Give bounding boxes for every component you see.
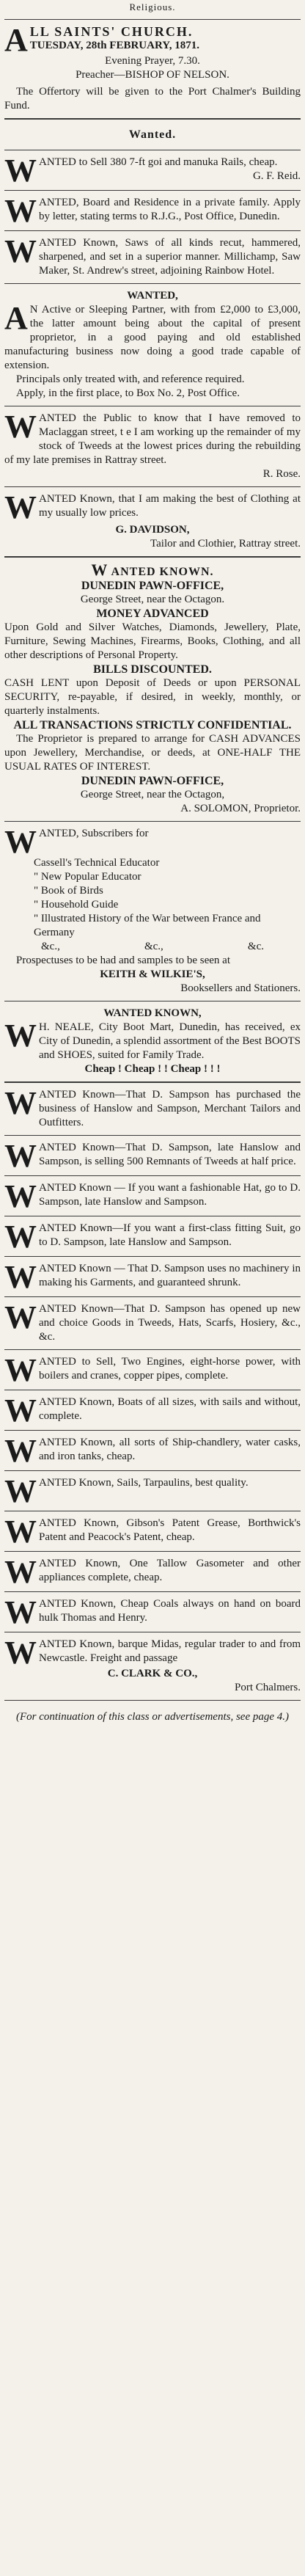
neale-body: H. NEALE, City Boot Mart, Dunedin, has received, ex City of Dunedin, a splendid assortment of the Best BOOTS and SHOES, suited for Family Trade. [39, 1021, 301, 1061]
ad-pawn-office [4, 563, 301, 816]
church-notice [4, 25, 301, 113]
divider [4, 1349, 301, 1350]
pawn-address: George Street, near the Octagon. [80, 594, 225, 605]
religious-header: Religious. [129, 1, 176, 12]
church-date: TUESDAY, 28th FEBRUARY, 1871. [29, 40, 199, 51]
ad-sampson-4 [4, 1222, 301, 1251]
educator-item: " Book of Birds [34, 885, 103, 897]
divider [4, 1175, 301, 1176]
ad-text: ANTED Known—That D. Sampson has purchased the business of Hanslow and Sampson, Merchant Tailors and Outfitters. [39, 1089, 301, 1128]
dropcap: W [4, 196, 37, 225]
ad-text: ANTED Known — That D. Sampson uses no machinery in making his Garments, and guaranteed shrunk. [39, 1263, 301, 1288]
church-offertory: The Offertory will be given to the Port Chalmer's Building Fund. [4, 86, 301, 112]
dropcap: W [4, 1088, 37, 1121]
divider [4, 486, 301, 487]
ad-sampson-1 [4, 1088, 301, 1130]
ad-coals [4, 1597, 301, 1627]
educator-seller: KEITH & WILKIE'S, [100, 968, 205, 980]
dropcap: W [4, 236, 37, 269]
dropcap: W [4, 1638, 37, 1671]
educator-etc [4, 940, 301, 954]
divider [4, 190, 301, 191]
divider [4, 1256, 301, 1257]
dropcap-a: A [4, 300, 28, 336]
wanted-header: Wanted. [128, 128, 177, 141]
ad-text: ANTED Known, One Tallow Gasometer and other appliances complete, cheap. [39, 1558, 301, 1583]
ad-text: ANTED, Board and Residence in a private family. Apply by letter, stating terms to R.J.G., Post Office, Dunedin. [39, 197, 301, 222]
divider [4, 1551, 301, 1552]
ad-text: ANTED Known, Gibson's Patent Grease, Borthwick's Patent and Peacock's Patent, cheap. [39, 1517, 301, 1543]
davidson-trade: Tailor and Clothier, Rattray street. [150, 538, 301, 550]
dropcap: W [4, 156, 37, 185]
continuation-note: (For continuation of this class or advertisements, see page 4.) [15, 1711, 290, 1723]
ad-sails [4, 1476, 301, 1506]
divider [4, 1430, 301, 1431]
pawn-title [4, 563, 301, 579]
ad-text: ANTED to Sell 380 7-ft goi and manuka Rails, cheap. [39, 156, 278, 168]
divider [4, 118, 301, 120]
pawn-money-text: Upon Gold and Silver Watches, Diamonds, Jewellery, Plate, Furniture, Sewing Machines, Firearms, Books, Clothing, and all other descriptions of Personal Property. [4, 621, 301, 661]
partner-principals: Principals only treated with, and reference required. [16, 373, 245, 385]
educator-lead: ANTED, Subscribers for [39, 828, 149, 839]
divider [4, 1081, 301, 1083]
dropcap: W [4, 1181, 37, 1211]
pawn-money: MONEY ADVANCED [96, 607, 209, 620]
davidson-name: G. DAVIDSON, [115, 524, 190, 536]
dropcap-a: A [4, 25, 28, 58]
dropcap: W [4, 1302, 37, 1335]
clark-name: C. CLARK & CO., [107, 1668, 198, 1679]
ad-gasometer [4, 1557, 301, 1586]
ad-grease [4, 1517, 301, 1546]
ad-text: ANTED Known, barque Midas, regular trader to and from Newcastle. Freight and passage [39, 1638, 301, 1664]
divider [4, 1135, 301, 1136]
ad-text: ANTED Known, all sorts of Ship-chandlery, water casks, and iron tanks, cheap. [39, 1437, 301, 1462]
dropcap: W [4, 1018, 37, 1054]
dropcap: W [4, 1262, 37, 1291]
ad-chandlery [4, 1436, 301, 1465]
ad-sampson-3 [4, 1181, 301, 1211]
pawn-proprietor: The Proprietor is prepared to arrange for CASH ADVANCES upon Jewellery, Merchandise, or deeds, at ONE-HALF THE USUAL RATES OF INTEREST. [4, 733, 301, 773]
pawn-transactions: ALL TRANSACTIONS STRICTLY CONFIDENTIAL. [13, 719, 292, 731]
educator-item: " Illustrated History of the War between France and Germany [34, 913, 261, 938]
etc: &c. [247, 941, 264, 952]
educator-item: " New Popular Educator [34, 871, 142, 883]
ad-midas [4, 1638, 301, 1695]
ad-sampson-5 [4, 1262, 301, 1291]
pawn-office-2: DUNEDIN PAWN-OFFICE, [81, 775, 224, 787]
divider [4, 821, 301, 822]
ad-text: ANTED to Sell, Two Engines, eight-horse power, with boilers and cranes, copper pipes, complete. [39, 1356, 301, 1382]
educator-item: " Household Guide [34, 899, 119, 911]
dropcap: W [91, 563, 109, 579]
divider [4, 1470, 301, 1471]
ad-text: ANTED Known—That D. Sampson has opened up new and choice Goods in Tweeds, Hats, Scarfs, Hosiery, &c., &c. [39, 1303, 301, 1343]
ad-engines [4, 1355, 301, 1384]
dropcap: W [4, 1436, 37, 1465]
ad-text: ANTED Known—That D. Sampson, late Hanslow and Sampson, is selling 500 Remnants of Tweeds at half price. [39, 1142, 301, 1167]
ad-neale [4, 1007, 301, 1076]
ad-text: ANTED Known, Cheap Coals always on hand on board hulk Thomas and Henry. [39, 1598, 301, 1624]
pawn-bills: BILLS DISCOUNTED. [93, 663, 212, 676]
dropcap: W [4, 1557, 37, 1586]
church-title: LL SAINTS' CHURCH. [29, 25, 194, 39]
pawn-cash: CASH LENT upon Deposit of Deeds or upon PERSONAL SECURITY, re-payable, if desired, in weekly, monthly, or quarterly instalments. [4, 677, 301, 717]
ad-signature: R. Rose. [262, 468, 301, 480]
ad-text: ANTED the Public to know that I have removed to Maclaggan street, t e I am working up the remainder of my stock of Tweeds at the lowest prices during the rebuilding of my late premises in Rattray street. [4, 412, 301, 466]
ad-text: ANTED Known—If you want a first-class fitting Suit, go to D. Sampson, late Hanslow and Sampson. [39, 1222, 301, 1248]
ad-sampson-2 [4, 1141, 301, 1170]
dropcap: W [4, 1141, 37, 1170]
ad-text: ANTED Known, that I am making the best of Clothing at my usually low prices. [39, 493, 301, 519]
ad-rose [4, 412, 301, 481]
ad-text: ANTED Known, Saws of all kinds recut, hammered, sharpened, and set in a superior manner. Millichamp, Saw Maker, St. Andrew's street, adjoining Rainbow Hotel. [39, 237, 301, 277]
divider [4, 1296, 301, 1297]
church-evening: Evening Prayer, 7.30. [105, 55, 200, 67]
divider [4, 556, 301, 558]
etc: &c., [144, 941, 163, 952]
dropcap: W [4, 1597, 37, 1627]
ad-partner [4, 289, 301, 401]
divider [4, 19, 301, 20]
ad-boats [4, 1395, 301, 1425]
ad-text: ANTED Known, Sails, Tarpaulins, best quality. [39, 1477, 249, 1489]
ad-text: ANTED Known, Boats of all sizes, with sails and without, complete. [39, 1396, 301, 1422]
divider [4, 230, 301, 231]
educator-prospectuses: Prospectuses to be had and samples to be seen at [16, 955, 231, 966]
clark-place: Port Chalmers. [235, 1682, 301, 1693]
dropcap: W [4, 1395, 37, 1425]
dropcap: W [4, 1476, 37, 1506]
dropcap: W [4, 1517, 37, 1546]
dropcap: W [4, 492, 37, 525]
ad-educator [4, 827, 301, 996]
dropcap: W [4, 1355, 37, 1384]
church-preacher: Preacher—BISHOP OF NELSON. [76, 69, 229, 81]
pawn-address-2: George Street, near the Octagon, [80, 789, 225, 800]
etc: &c., [41, 941, 60, 952]
partner-heading: WANTED, [127, 290, 178, 302]
ad-davidson [4, 492, 301, 551]
newspaper-page [4, 0, 301, 1729]
ad-sampson-6 [4, 1302, 301, 1344]
divider [4, 283, 301, 284]
educator-item: Cassell's Technical Educator [34, 857, 160, 869]
dropcap: W [4, 412, 37, 445]
educator-seller-trade: Booksellers and Stationers. [180, 982, 301, 994]
divider [4, 1700, 301, 1701]
ad-text: ANTED Known — If you want a fashionable Hat, go to D. Sampson, late Hanslow and Sampson. [39, 1182, 301, 1208]
neale-heading: WANTED KNOWN, [103, 1007, 202, 1019]
pawn-title-text: ANTED KNOWN. [111, 566, 214, 578]
partner-apply: Apply, in the first place, to Box No. 2, Post Office. [16, 387, 240, 399]
ad-saws [4, 236, 301, 278]
divider [4, 1591, 301, 1592]
ad-signature: G. F. Reid. [252, 170, 301, 182]
dropcap: W [4, 827, 37, 860]
ad-rails [4, 156, 301, 185]
dropcap: W [4, 1222, 37, 1251]
neale-cheap: Cheap ! Cheap ! ! Cheap ! ! ! [84, 1063, 221, 1075]
pawn-office: DUNEDIN PAWN-OFFICE, [81, 580, 224, 592]
partner-body: N Active or Sleeping Partner, with from £2,000 to £3,000, the latter amount being about the capital of present proprietor, in a good paying and old established manufacturing business now doing a good trade capable of extension. [4, 304, 301, 371]
ad-board [4, 196, 301, 225]
pawn-signature: A. SOLOMON, Proprietor. [180, 803, 301, 814]
